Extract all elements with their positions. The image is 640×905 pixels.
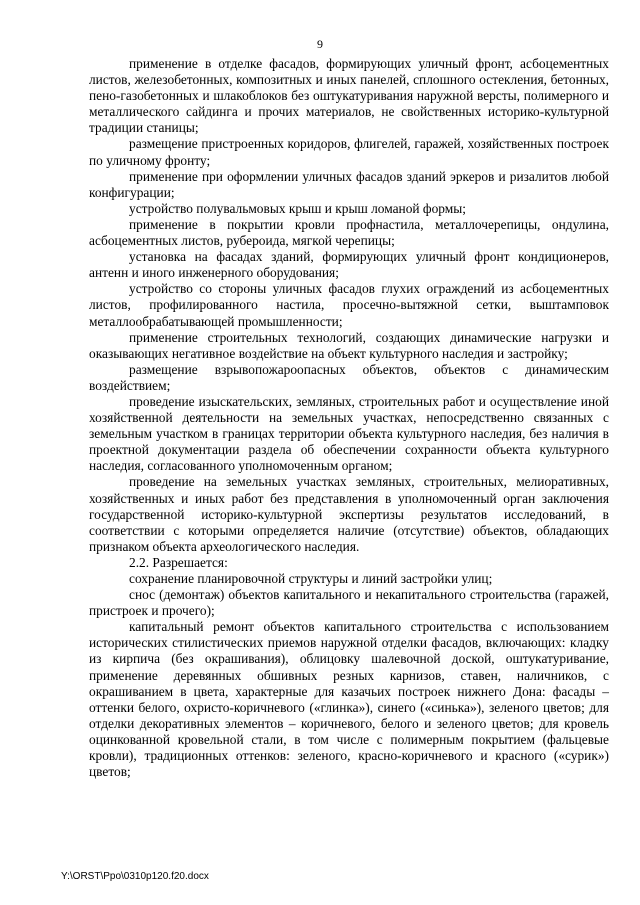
document-body [89,56,609,780]
paragraph-annex-placement: размещение пристроенных коридоров, флигелей, гаражей, хозяйственных построек по уличному фронту; [89,136,609,168]
paragraph-facade-materials: применение в отделке фасадов, формирующих уличный фронт, асбоцементных листов, железобетонных, композитных и иных панелей, сплошного остекления, бетонных, пено-газобетонных и шлакоблоков без оштукатуривания наружной версты, полимерного и металлического сайдинга и прочих материалов, не свойственных историко-культурной традиции станицы; [89,56,609,136]
paragraph-capital-repair: капитальный ремонт объектов капитального строительства с использованием исторических стилистических приемов наружной отделки фасадов, включающих: кладку из кирпича (без окрашивания), облицовку шалевочной доской, оштукатуривание, применение деревянных обшивных резных карнизов, ставен, наличников, с окрашиванием в цвета, характерные для казачьих построек нижнего Дона: фасады – оттенки белого, охристо-коричневого («глинка»), синего («синька»), зеленого цветов; для отделки декоративных элементов – коричневого, белого и зеленого цветов; для кровель оцинкованной кровельной стали, в том числе с полимерным покрытием (фальцевые кровли), традиционных оттенков: зеленого, красно-коричневого и красного («сурик») цветов; [89,619,609,780]
paragraph-equipment-install: установка на фасадах зданий, формирующих уличный фронт кондиционеров, антенн и иного инженерного оборудования; [89,249,609,281]
section-heading-permitted: 2.2. Разрешается: [129,554,228,570]
paragraph-bay-windows: применение при оформлении уличных фасадов зданий эркеров и ризалитов любой конфигурации; [89,168,609,200]
paragraph-expertise: проведение на земельных участках земляных, строительных, мелиоративных, хозяйственных и иных работ без представления в уполномоченный орган заключения государственной историко-культурной экспертизы результатов исследований, в соответствии с которыми определяется наличие (отсутствие) объектов, обладающих признаком объекта археологического наследия. [89,474,609,554]
paragraph-roof-forms: устройство полувальмовых крыш и крыш ломаной формы; [129,200,466,216]
page-number: 9 [317,37,323,51]
paragraph-roof-covering: применение в покрытии кровли профнастила, металлочерепицы, ондулина, асбоцементных листов, рубероида, мягкой черепицы; [89,216,609,249]
paragraph-demolition: снос (демонтаж) объектов капитального и некапитального строительства (гаражей, пристроек и прочего); [89,587,609,619]
paragraph-planning-structure: сохранение планировочной структуры и линий застройки улиц; [129,571,493,586]
paragraph-construction-tech: применение строительных технологий, создающих динамические нагрузки и оказывающих негативное воздействие на объект культурного наследия и застройку; [89,329,609,361]
footer-file-path: Y:\ORST\Ppo\0310p120.f20.docx [61,871,209,882]
paragraph-hazardous-objects: размещение взрывопожароопасных объектов, объектов с динамическим воздействием; [89,361,609,393]
paragraph-survey-works: проведение изыскательских, земляных, строительных работ и осуществление иной хозяйственной деятельности на земельных участках, непосредственно связанных с земельным участком в границах территории объекта культурного наследия, без наличия в проектной документации раздела об обеспечении сохранности объекта культурного наследия, согласованного уполномоченным органом; [89,393,609,474]
paragraph-fences: устройство со стороны уличных фасадов глухих ограждений из асбоцементных листов, профилированного настила, просечно-вытяжной сетки, выштамповок металлообрабатывающей промышленности; [89,281,609,329]
